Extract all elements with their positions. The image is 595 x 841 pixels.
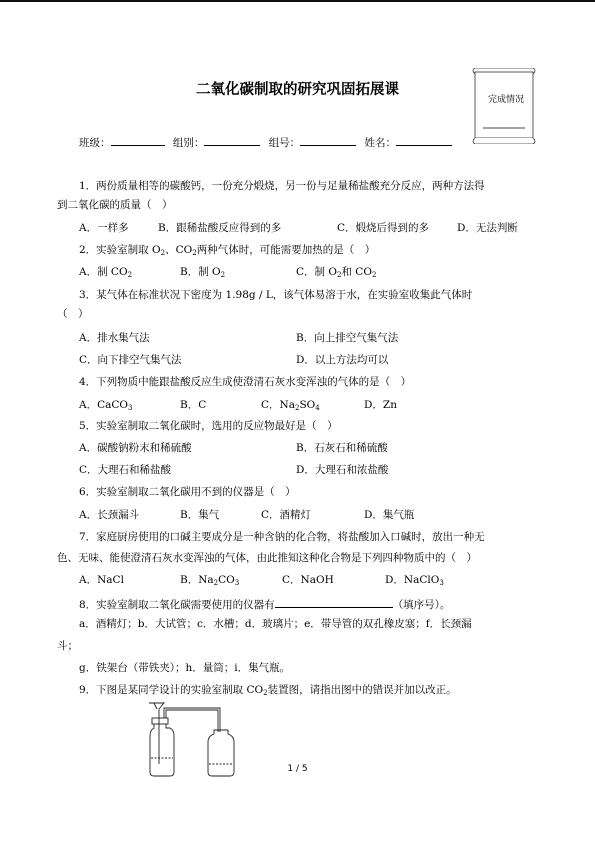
q6-option-a: A．长颈漏斗 [79, 509, 140, 521]
q2-stem: 2．实验室制取 $O_2$、$CO_2$两种气体时，可能需要加热的是（ ） [79, 244, 376, 257]
name-label: 姓名： [364, 137, 397, 149]
q1-option-b: B．跟稀盐酸反应得到的多 [158, 222, 282, 234]
q1-stem-cont: 到二氧化碳的质量（ ） [57, 199, 173, 211]
number-field[interactable] [300, 134, 356, 146]
q4-option-b: B．C [180, 399, 207, 411]
q5-option-a: A．碳酸钠粉末和稀硫酸 [79, 442, 192, 454]
q3-stem: 3．某气体在标准状况下密度为 1.98g / L，该气体易溶于水，在实验室收集此气体时 [79, 289, 473, 301]
q5-option-c: C．大理石和稀盐酸 [79, 464, 172, 476]
q5-option-b: B．石灰石和稀硫酸 [296, 442, 388, 454]
q4-option-c: C．$Na_2SO_4$ [261, 399, 320, 412]
group-field[interactable] [204, 134, 260, 146]
q7-option-d: D．NaClO$_3$ [385, 574, 444, 587]
q2-option-b: B．制 $O_2$ [180, 266, 226, 279]
q6-option-c: C．酒精灯 [261, 509, 312, 521]
q9-stem: 9．下图是某同学设计的实验室制取 $CO_2$装置图，请指出图中的错误并加以改正。 [79, 684, 457, 697]
q1-option-c: C．煅烧后得到的多 [337, 222, 430, 234]
top-rule [0, 0, 595, 2]
q3-option-d: D．以上方法均可以 [296, 354, 389, 366]
class-field[interactable] [111, 134, 165, 146]
q7-stem-cont: 色、无味、能使澄清石灰水变浑浊的气体，由此推知这种化合物是下列四种物质中的（ ） [57, 552, 477, 564]
q4-option-a: A．CaCO$_3$ [79, 399, 133, 412]
name-field[interactable] [396, 134, 452, 146]
q3-option-a: A．排水集气法 [79, 332, 150, 344]
q6-option-d: D．集气瓶 [364, 509, 415, 521]
page-number: 1 / 5 [287, 764, 308, 774]
q2-option-c: C．制 $O_2$和 $CO_2$ [296, 266, 377, 279]
q7-stem: 7．家庭厨房使用的口碱主要成分是一种含钠的化合物，将盐酸加入口碱时，放出一种无 [79, 531, 485, 543]
class-label: 班级： [79, 137, 111, 149]
q3-stem-cont: （ ） [57, 308, 89, 320]
q5-option-d: D．大理石和浓盐酸 [296, 464, 389, 476]
q4-stem: 4．下列物质中能跟盐酸反应生成使澄清石灰水变浑浊的气体的是（ ） [79, 376, 412, 388]
page-title: 二氧化碳制取的研究巩固拓展课 [196, 82, 399, 98]
number-label: 组号： [268, 137, 301, 149]
q7-option-b: B．$Na_2CO_3$ [180, 574, 240, 587]
q6-option-b: B．集气 [180, 509, 220, 521]
q1-stem: 1．两份质量相等的碳酸钙，一份充分煅烧，另一份与足量稀盐酸充分反应，两种方法得 [79, 180, 485, 192]
student-info-row [79, 134, 452, 150]
scroll-icon [467, 68, 541, 144]
q7-option-c: C．NaOH [282, 574, 334, 586]
completion-status-label: 完成情况 [487, 95, 524, 105]
q8-items-more: g．铁架台（带铁夹）；h．量筒；i．集气瓶。 [79, 662, 291, 674]
q8-items-cont: 斗； [57, 640, 78, 652]
q8-items: a．酒精灯；b．大试管；c．水槽；d．玻璃片；e．带导管的双孔橡皮塞；f．长颈漏 [79, 618, 472, 630]
q1-option-a: A．一样多 [79, 222, 129, 234]
q4-option-d: D．Zn [364, 399, 397, 411]
group-label: 组别： [172, 137, 205, 149]
q1-option-d: D．无法判断 [457, 222, 518, 234]
q8-stem: 8．实验室制取二氧化碳需要使用的仪器有 （填序号）。 [79, 596, 450, 612]
q2-option-a: A．制 $CO_2$ [79, 266, 133, 279]
q8-answer-field[interactable] [275, 596, 393, 608]
q5-stem: 5．实验室制取二氧化碳时，选用的反应物最好是（ ） [79, 420, 338, 432]
q6-stem: 6．实验室制取二氧化碳用不到的仪器是（ ） [79, 486, 296, 498]
q3-option-b: B．向上排空气集气法 [296, 332, 399, 344]
q7-option-a: A．NaCl [79, 574, 124, 586]
q3-option-c: C．向下排空气集气法 [79, 354, 182, 366]
